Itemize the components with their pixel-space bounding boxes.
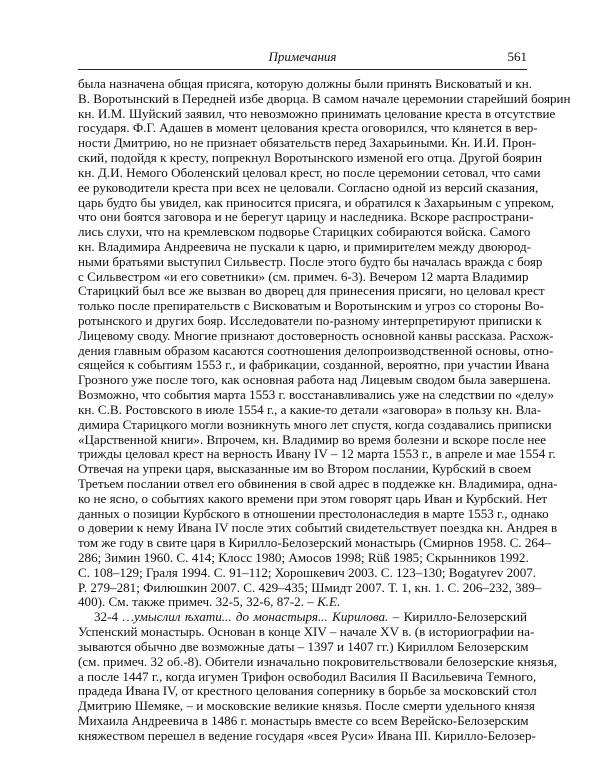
- text-line: [78, 298, 544, 314]
- text-line: [78, 683, 537, 699]
- text-line: [78, 461, 532, 477]
- text-line: [78, 327, 554, 344]
- text-segment: «Царственной книги». Впрочем, кн. Владимир во время болезни и вскоре после нее: [78, 431, 547, 447]
- text-line: [78, 595, 527, 610]
- text-segment: кн. С.В. Ростовского в июле 1554 г., а какие-то детали «заговора» в пользу кн. Вла-: [78, 401, 542, 417]
- text-line: [78, 135, 537, 151]
- italic-text: …умыслил ѣхати... до монастыря... Кирилова.: [122, 609, 389, 625]
- text-segment: Успенский монастырь. Основан в конце XIV – начале XV в. (в историографии на-: [78, 624, 535, 640]
- italic-text: К.Е.: [317, 594, 341, 610]
- text-line: [78, 224, 531, 240]
- text-segment: трижды целовал крест на верность Ивану IV – 12 марта 1553 г., в апреле и мае 1554 г.: [78, 446, 556, 462]
- text-line: [78, 551, 527, 566]
- text-segment: с Сильвестром «и его советники» (см. примеч. 6-3). Вечером 12 марта Владимир: [78, 268, 529, 284]
- text-line: [78, 624, 535, 640]
- text-line: [78, 579, 542, 596]
- text-line: [78, 431, 547, 448]
- text-segment: Третьем послании отвел его обвинения в свой адрес в поддежке кн. Владимира, одна-: [78, 475, 558, 491]
- text-segment: ными братьями выступил Сильвестр. После этого будто бы началась вражда с бояр: [78, 253, 543, 269]
- text-line: [78, 313, 542, 329]
- text-segment: царь будто бы увидел, как приносится присяга, и обратился к Захарьиным с упреком,: [78, 194, 555, 210]
- text-segment: княжеством перешел в ведение государя «всея Руси» Ивана III. Кирилло-Белозер-: [78, 727, 536, 743]
- text-segment: государя. Ф.Г. Адашев в момент целования креста оговорился, что клянется в вер-: [78, 120, 538, 136]
- text-line: [78, 387, 555, 403]
- text-segment: ко не ясно, о событиях какого времени при этом говорят царь Иван и Курбский. Нет: [78, 490, 548, 506]
- text-segment: – Кирилло-Белозерский: [388, 609, 527, 625]
- text-line: [78, 698, 535, 714]
- header-rule: [78, 69, 527, 70]
- text-segment: о доверии к нему Ивана IV после этих событий свидетельствует поездка кн. Андрея в: [78, 520, 558, 536]
- text-line: [78, 416, 552, 433]
- text-segment: ее руководители креста при всех не целовали. Согласно одной из версий сказания,: [78, 179, 539, 195]
- text-segment: 286; Зимин 1960. С. 414; Клосс 1980; Амосов 1998; Rüß 1985; Скрынников 1992.: [78, 550, 529, 565]
- text-segment: ский, подойдя к кресту, попрекнул Воротынского изменой его отца. Другой боярин: [78, 150, 542, 166]
- text-segment: что они боятся заговора и не берегут царицу и наследника. Вскоре распространи-: [78, 209, 534, 225]
- text-segment: сящейся к событиям 1553 г., и фабрикации, созданной, вероятно, при участии Ивана: [78, 357, 550, 373]
- text-line: [78, 610, 527, 625]
- text-segment: том же году в свите царя в Кирилло-Белозерский монастырь (Смирнов 1958. С. 264–: [78, 535, 552, 551]
- text-segment: была назначена общая присяга, которую должны были принять Висковатый и кн.: [78, 76, 533, 91]
- text-segment: кн. Владимира Андреевича не пускали к царю, и примирителем между двоюрод-: [78, 238, 532, 254]
- text-line: [78, 194, 555, 211]
- text-line: [78, 150, 542, 166]
- text-segment: Старицкий был все же вызван во дворец для принесения присяги, но целовал крест: [78, 283, 545, 299]
- running-header: [78, 49, 527, 67]
- text-line: [78, 520, 558, 536]
- text-segment: кн. И.М. Шуйский заявил, что невозможно принимать целование креста в отсутствие: [78, 105, 556, 121]
- text-segment: Отвечая на упреки царя, высказанные им во Втором послании, Курбский в своем: [78, 461, 532, 477]
- text-segment: данных о позиции Курбского в отношении престолонаследия в марте 1553 г., однако: [78, 505, 549, 521]
- text-line: [78, 640, 527, 655]
- text-line: [78, 357, 550, 373]
- text-segment: В. Воротынский в Передней избе дворца. В самом начале церемонии старейший боярин: [78, 90, 571, 106]
- text-line: [78, 76, 533, 92]
- text-line: [78, 105, 556, 122]
- text-segment: димира Старицкого могли возникнуть много лет спустя, когда создавались приписки: [78, 416, 552, 432]
- text-segment: прадеда Ивана IV, от крестного целования сопернику в борьбе за московский стол: [78, 683, 537, 699]
- text-line: [78, 668, 537, 685]
- text-segment: ротынского и других бояр. Исследователи по-разному интерпретируют приписки к: [78, 313, 542, 328]
- text-segment: P. 279–281; Филюшкин 2007. С. 429–435; Шмидт 2007. Т. 1, кн. 1. С. 206–232, 389–: [78, 579, 542, 595]
- text-segment: С. 108–129; Граля 1994. С. 91–112; Хорошкевич 2003. С. 123–130; Bogatyrev 2007.: [78, 564, 537, 580]
- text-line: [78, 253, 543, 270]
- text-segment: дения главным образом касаются соотношения делопроизводственной основы, отно-: [78, 342, 554, 358]
- text-line: [78, 475, 558, 492]
- text-line: [78, 238, 532, 255]
- text-line: [78, 342, 554, 359]
- text-line: [78, 505, 549, 522]
- text-segment: Грозного уже после того, как основная работа над Лицевым сводом была завершена.: [78, 372, 551, 388]
- text-line: [78, 564, 537, 581]
- text-segment: ности Дмитрию, но не признает обязательств перед Захарьиными. Кн. И.И. Прон-: [78, 135, 537, 151]
- text-segment: лись слухи, что на кремлевском подворье Старицких собираются войска. Самого: [78, 224, 531, 240]
- text-line: [78, 283, 545, 299]
- text-segment: 400). См. также примеч. 32-5, 32-6, 87-2. –: [78, 594, 318, 610]
- text-segment: Лицевому своду. Многие признают достоверность основной канвы рассказа. Расхож-: [78, 327, 554, 343]
- text-segment: Возможно, что события марта 1553 г. восстанавливались уже на следствии по «делу»: [78, 387, 555, 403]
- text-segment: зываются обычно две возможные даты – 1397 и 1407 гг.) Кириллом Белозерским: [78, 638, 529, 654]
- text-line: [78, 90, 571, 107]
- text-segment: а после 1447 г., когда игумен Трифон освободил Василия II Васильевича Темного,: [78, 668, 537, 684]
- text-line: [78, 714, 527, 729]
- text-line: [78, 727, 536, 744]
- page-number: 561: [507, 49, 527, 64]
- text-line: [78, 401, 542, 418]
- text-line: [78, 120, 538, 136]
- text-segment: только после препирательств с Висковатым и Воротынским и угроз со стороны Во-: [78, 298, 544, 314]
- text-line: [78, 270, 527, 285]
- text-line: [78, 209, 534, 225]
- text-segment: (см. примеч. 32 об.-8). Обители изначально покровительствовали белозерские князья,: [78, 653, 558, 669]
- text-line: [78, 164, 541, 181]
- text-segment: кн. Д.И. Немого Оболенский целовал крест, но после церемонии сетовал, что сами: [78, 164, 541, 180]
- text-line: [78, 179, 539, 196]
- text-line: [78, 490, 548, 507]
- text-line: [78, 372, 551, 388]
- notes-body-text: [78, 76, 571, 744]
- text-segment: Дмитрию Шемяке, – и московские великие князья. После смерти удельного князя: [78, 698, 535, 714]
- text-segment: Михаила Андреевича в 1486 г. монастырь вместе со всем Верейско-Белозерским: [78, 712, 529, 728]
- text-segment: 32-4: [94, 609, 123, 625]
- text-line: [78, 446, 556, 462]
- text-line: [78, 653, 558, 670]
- text-line: [78, 535, 552, 551]
- running-header-title: Примечания: [268, 49, 337, 64]
